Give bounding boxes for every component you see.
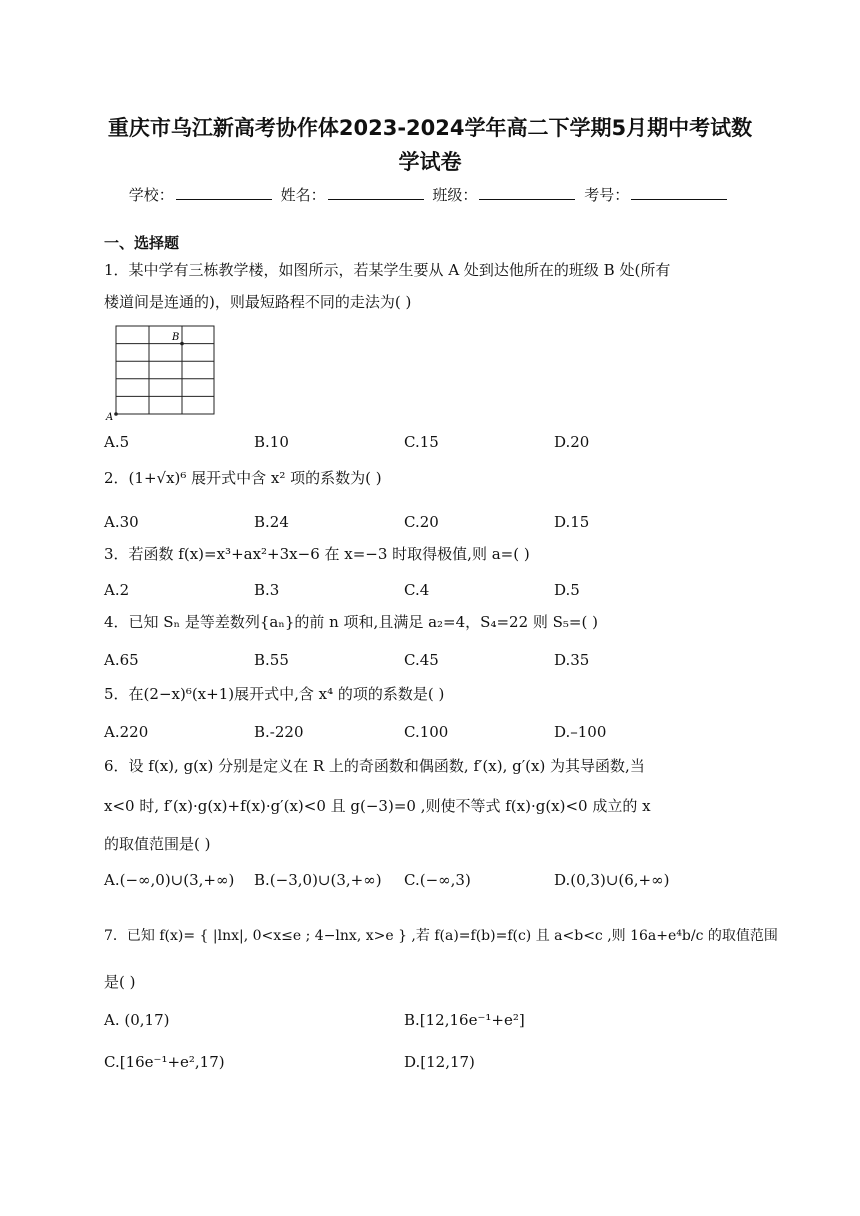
q7-option-c[interactable]: C.[16e⁻¹+e²,17) (104, 1053, 225, 1071)
q1-point-a-label: A (106, 412, 114, 422)
q6-option-d[interactable]: D.(0,3)∪(6,+∞) (554, 871, 670, 889)
q3-option-d[interactable]: D.5 (554, 581, 580, 599)
q5-option-b[interactable]: B.-220 (254, 723, 304, 741)
q6-stem-line3: 的取值范围是( ) (104, 835, 211, 853)
q6-option-c[interactable]: C.(−∞,3) (404, 871, 471, 889)
q7-option-a[interactable]: A. (0,17) (104, 1011, 170, 1029)
q4-option-b[interactable]: B.55 (254, 651, 289, 669)
q3-option-c[interactable]: C.4 (404, 581, 430, 599)
class-label: 班级： (432, 186, 478, 204)
q1-option-a[interactable]: A.5 (104, 433, 130, 451)
q1-stem-line2: 楼道间是连通的)，则最短路程不同的走法为( ) (104, 293, 412, 311)
q3-option-b[interactable]: B.3 (254, 581, 280, 599)
q1-point-b-label: B (172, 332, 180, 343)
q2-option-b[interactable]: B.24 (254, 513, 289, 531)
q5-option-d[interactable]: D.–100 (554, 723, 607, 741)
q6-stem-line2: x<0 时, f′(x)·g(x)+f(x)·g′(x)<0 且 g(−3)=0 ,则使不等式 f(x)·g(x)<0 成立的 x (104, 797, 651, 815)
q7-option-b[interactable]: B.[12,16e⁻¹+e²] (404, 1011, 525, 1029)
q7-stem-line1: 7．已知 f(x)= { |lnx|, 0<x≤e ; 4−lnx, x>e } ,若 f(a)=f(b)=f(c) 且 a<b<c ,则 16a+e⁴b/c 的取值范围 (104, 928, 778, 944)
q4-option-a[interactable]: A.65 (104, 651, 139, 669)
q2-option-d[interactable]: D.15 (554, 513, 590, 531)
q7-stem-line2: 是( ) (104, 973, 136, 991)
number-blank[interactable] (631, 185, 727, 200)
q1-grid-figure (104, 322, 220, 422)
q5-stem: 5．在(2−x)⁶(x+1)展开式中,含 x⁴ 的项的系数是( ) (104, 685, 445, 703)
q5-option-a[interactable]: A.220 (104, 723, 149, 741)
q6-stem-line1: 6．设 f(x), g(x) 分别是定义在 R 上的奇函数和偶函数, f′(x), g′(x) 为其导函数,当 (104, 757, 645, 775)
exam-title-line2: 学试卷 (398, 150, 462, 174)
q6-option-a[interactable]: A.(−∞,0)∪(3,+∞) (104, 871, 235, 889)
q1-option-d[interactable]: D.20 (554, 433, 590, 451)
q1-stem-line1: 1．某中学有三栋教学楼，如图所示，若某学生要从 A 处到达他所在的班级 B 处(所有 (104, 261, 671, 279)
section-title: 一、选择题 (104, 234, 180, 252)
q5-option-c[interactable]: C.100 (404, 723, 449, 741)
q3-option-a[interactable]: A.2 (104, 581, 130, 599)
q4-option-d[interactable]: D.35 (554, 651, 590, 669)
class-blank[interactable] (479, 185, 575, 200)
number-label: 考号： (584, 186, 630, 204)
name-blank[interactable] (328, 185, 424, 200)
exam-title-line1: 重庆市乌江新高考协作体2023-2024学年高二下学期5月期中考试数 (107, 116, 753, 140)
school-label: 学校： (128, 186, 174, 204)
student-info-line (0, 184, 860, 205)
q6-option-b[interactable]: B.(−3,0)∪(3,+∞) (254, 871, 382, 889)
q4-stem: 4．已知 Sₙ 是等差数列{aₙ}的前 n 项和,且满足 a₂=4，S₄=22 则 S₅=( ) (104, 613, 598, 631)
name-label: 姓名： (280, 186, 326, 204)
q2-stem: 2．(1+√x)⁶ 展开式中含 x² 项的系数为( ) (104, 469, 382, 487)
q4-option-c[interactable]: C.45 (404, 651, 439, 669)
q2-option-a[interactable]: A.30 (104, 513, 139, 531)
q1-option-c[interactable]: C.15 (404, 433, 439, 451)
q2-option-c[interactable]: C.20 (404, 513, 439, 531)
q3-stem: 3．若函数 f(x)=x³+ax²+3x−6 在 x=−3 时取得极值,则 a=( ) (104, 545, 530, 563)
q1-option-b[interactable]: B.10 (254, 433, 289, 451)
q7-option-d[interactable]: D.[12,17) (404, 1053, 475, 1071)
school-blank[interactable] (176, 185, 272, 200)
